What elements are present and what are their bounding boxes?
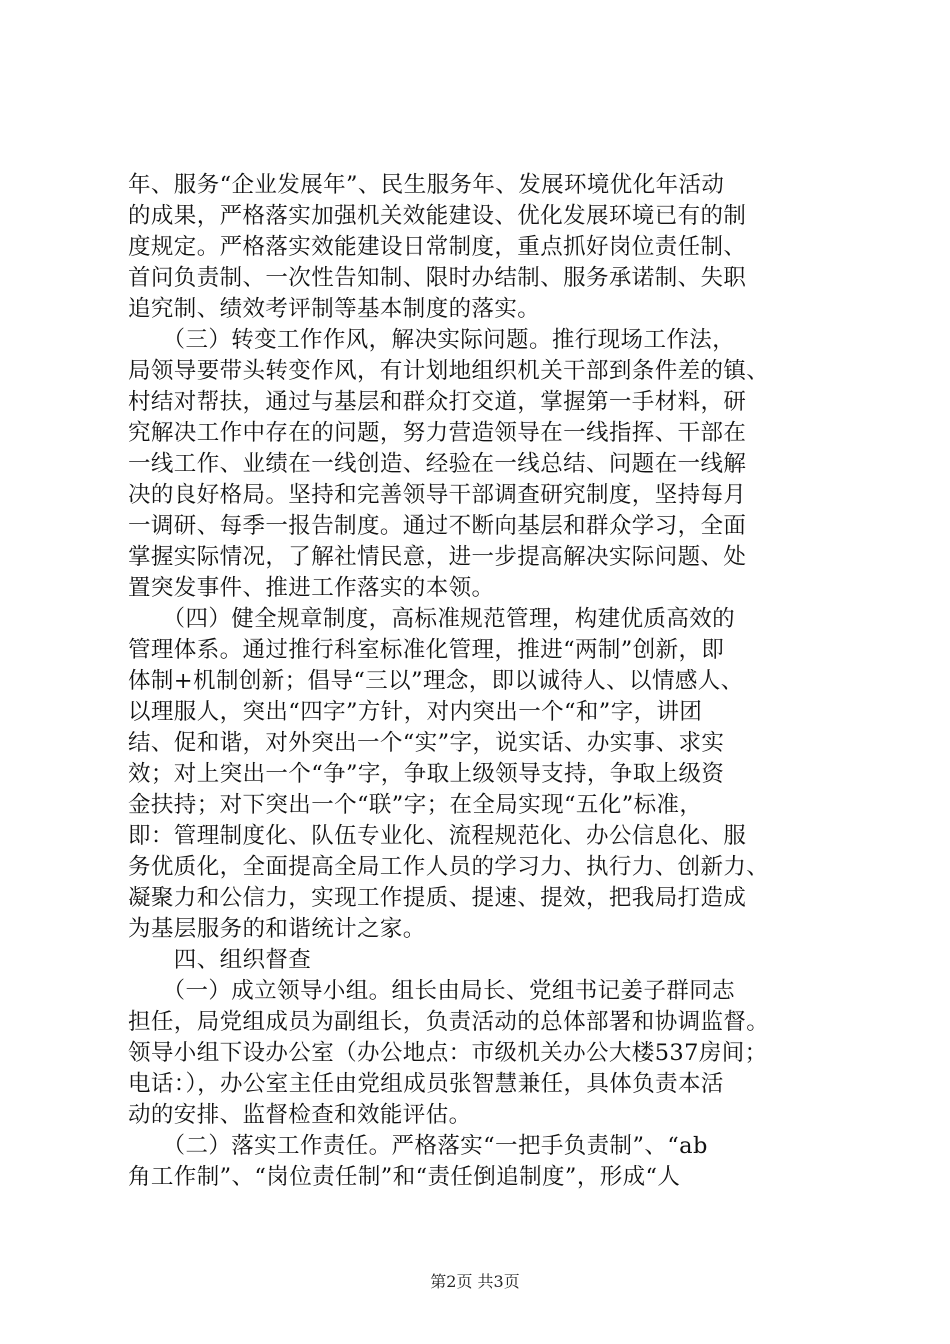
text-line: 一调研、每季一报告制度。通过不断向基层和群众学习，全面: [128, 513, 747, 539]
text-line: 金扶持；对下突出一个“联”字；在全局实现“五化”标准，: [128, 792, 703, 818]
text-line: 务优质化，全面提高全局工作人员的学习力、执行力、创新力、: [128, 854, 770, 880]
text-line: 度规定。严格落实效能建设日常制度，重点抓好岗位责任制、: [128, 234, 747, 260]
text-line: 追究制、绩效考评制等基本制度的落实。: [128, 296, 541, 322]
text-line: 的成果，严格落实加强机关效能建设、优化发展环境已有的制: [128, 203, 747, 229]
text-line: 即：管理制度化、队伍专业化、流程规范化、办公信息化、服: [128, 823, 747, 849]
text-line: （一）成立领导小组。组长由局长、党组书记姜子群同志: [128, 978, 736, 1004]
text-line: （三）转变工作作风，解决实际问题。推行现场工作法，: [128, 327, 736, 353]
text-line: 年、服务“企业发展年”、民生服务年、发展环境优化年活动: [128, 172, 725, 198]
text-line: （二）落实工作责任。严格落实“一把手负责制”、“ab: [128, 1133, 708, 1159]
page-number-footer: 第2页 共3页: [430, 1272, 520, 1291]
text-line: 置突发事件、推进工作落实的本领。: [128, 575, 495, 601]
section-heading: 四、组织督查: [128, 947, 312, 973]
text-line: 领导小组下设办公室（办公地点：市级机关办公大楼537房间；: [128, 1040, 768, 1066]
text-line: 局领导要带头转变作风，有计划地组织机关干部到条件差的镇、: [128, 358, 770, 384]
text-line: 为基层服务的和谐统计之家。: [128, 916, 426, 942]
text-line: 电话：），办公室主任由党组成员张智慧兼任，具体负责本活: [128, 1071, 724, 1097]
text-line: 担任，局党组成员为副组长，负责活动的总体部署和协调监督。: [128, 1009, 770, 1035]
text-line: 凝聚力和公信力，实现工作提质、提速、提效，把我局打造成: [128, 885, 747, 911]
text-line: 决的良好格局。坚持和完善领导干部调查研究制度，坚持每月: [128, 482, 747, 508]
text-line: 首问负责制、一次性告知制、限时办结制、服务承诺制、失职: [128, 265, 747, 291]
text-line: 角工作制”、“岗位责任制”和“责任倒追制度”，形成“人: [128, 1164, 681, 1190]
text-line: 以理服人，突出“四字”方针，对内突出一个“和”字，讲团: [128, 699, 703, 725]
text-line: 村结对帮扶，通过与基层和群众打交道，掌握第一手材料，研: [128, 389, 747, 415]
text-line: 究解决工作中存在的问题，努力营造领导在一线指挥、干部在: [128, 420, 747, 446]
text-line: 一线工作、业绩在一线创造、经验在一线总结、问题在一线解: [128, 451, 747, 477]
text-line: 掌握实际情况，了解社情民意，进一步提高解决实际问题、处: [128, 544, 747, 570]
text-line: 体制+机制创新；倡导“三以”理念，即以诚待人、以情感人、: [128, 668, 744, 694]
text-line: （四）健全规章制度，高标准规范管理，构建优质高效的: [128, 606, 736, 632]
text-line: 效；对上突出一个“争”字，争取上级领导支持，争取上级资: [128, 761, 725, 787]
text-line: 结、促和谐，对外突出一个“实”字，说实话、办实事、求实: [128, 730, 725, 756]
text-line: 动的安排、监督检查和效能评估。: [128, 1102, 472, 1128]
text-line: 管理体系。通过推行科室标准化管理，推进“两制”创新，即: [128, 637, 725, 663]
body-text: [128, 170, 858, 1193]
